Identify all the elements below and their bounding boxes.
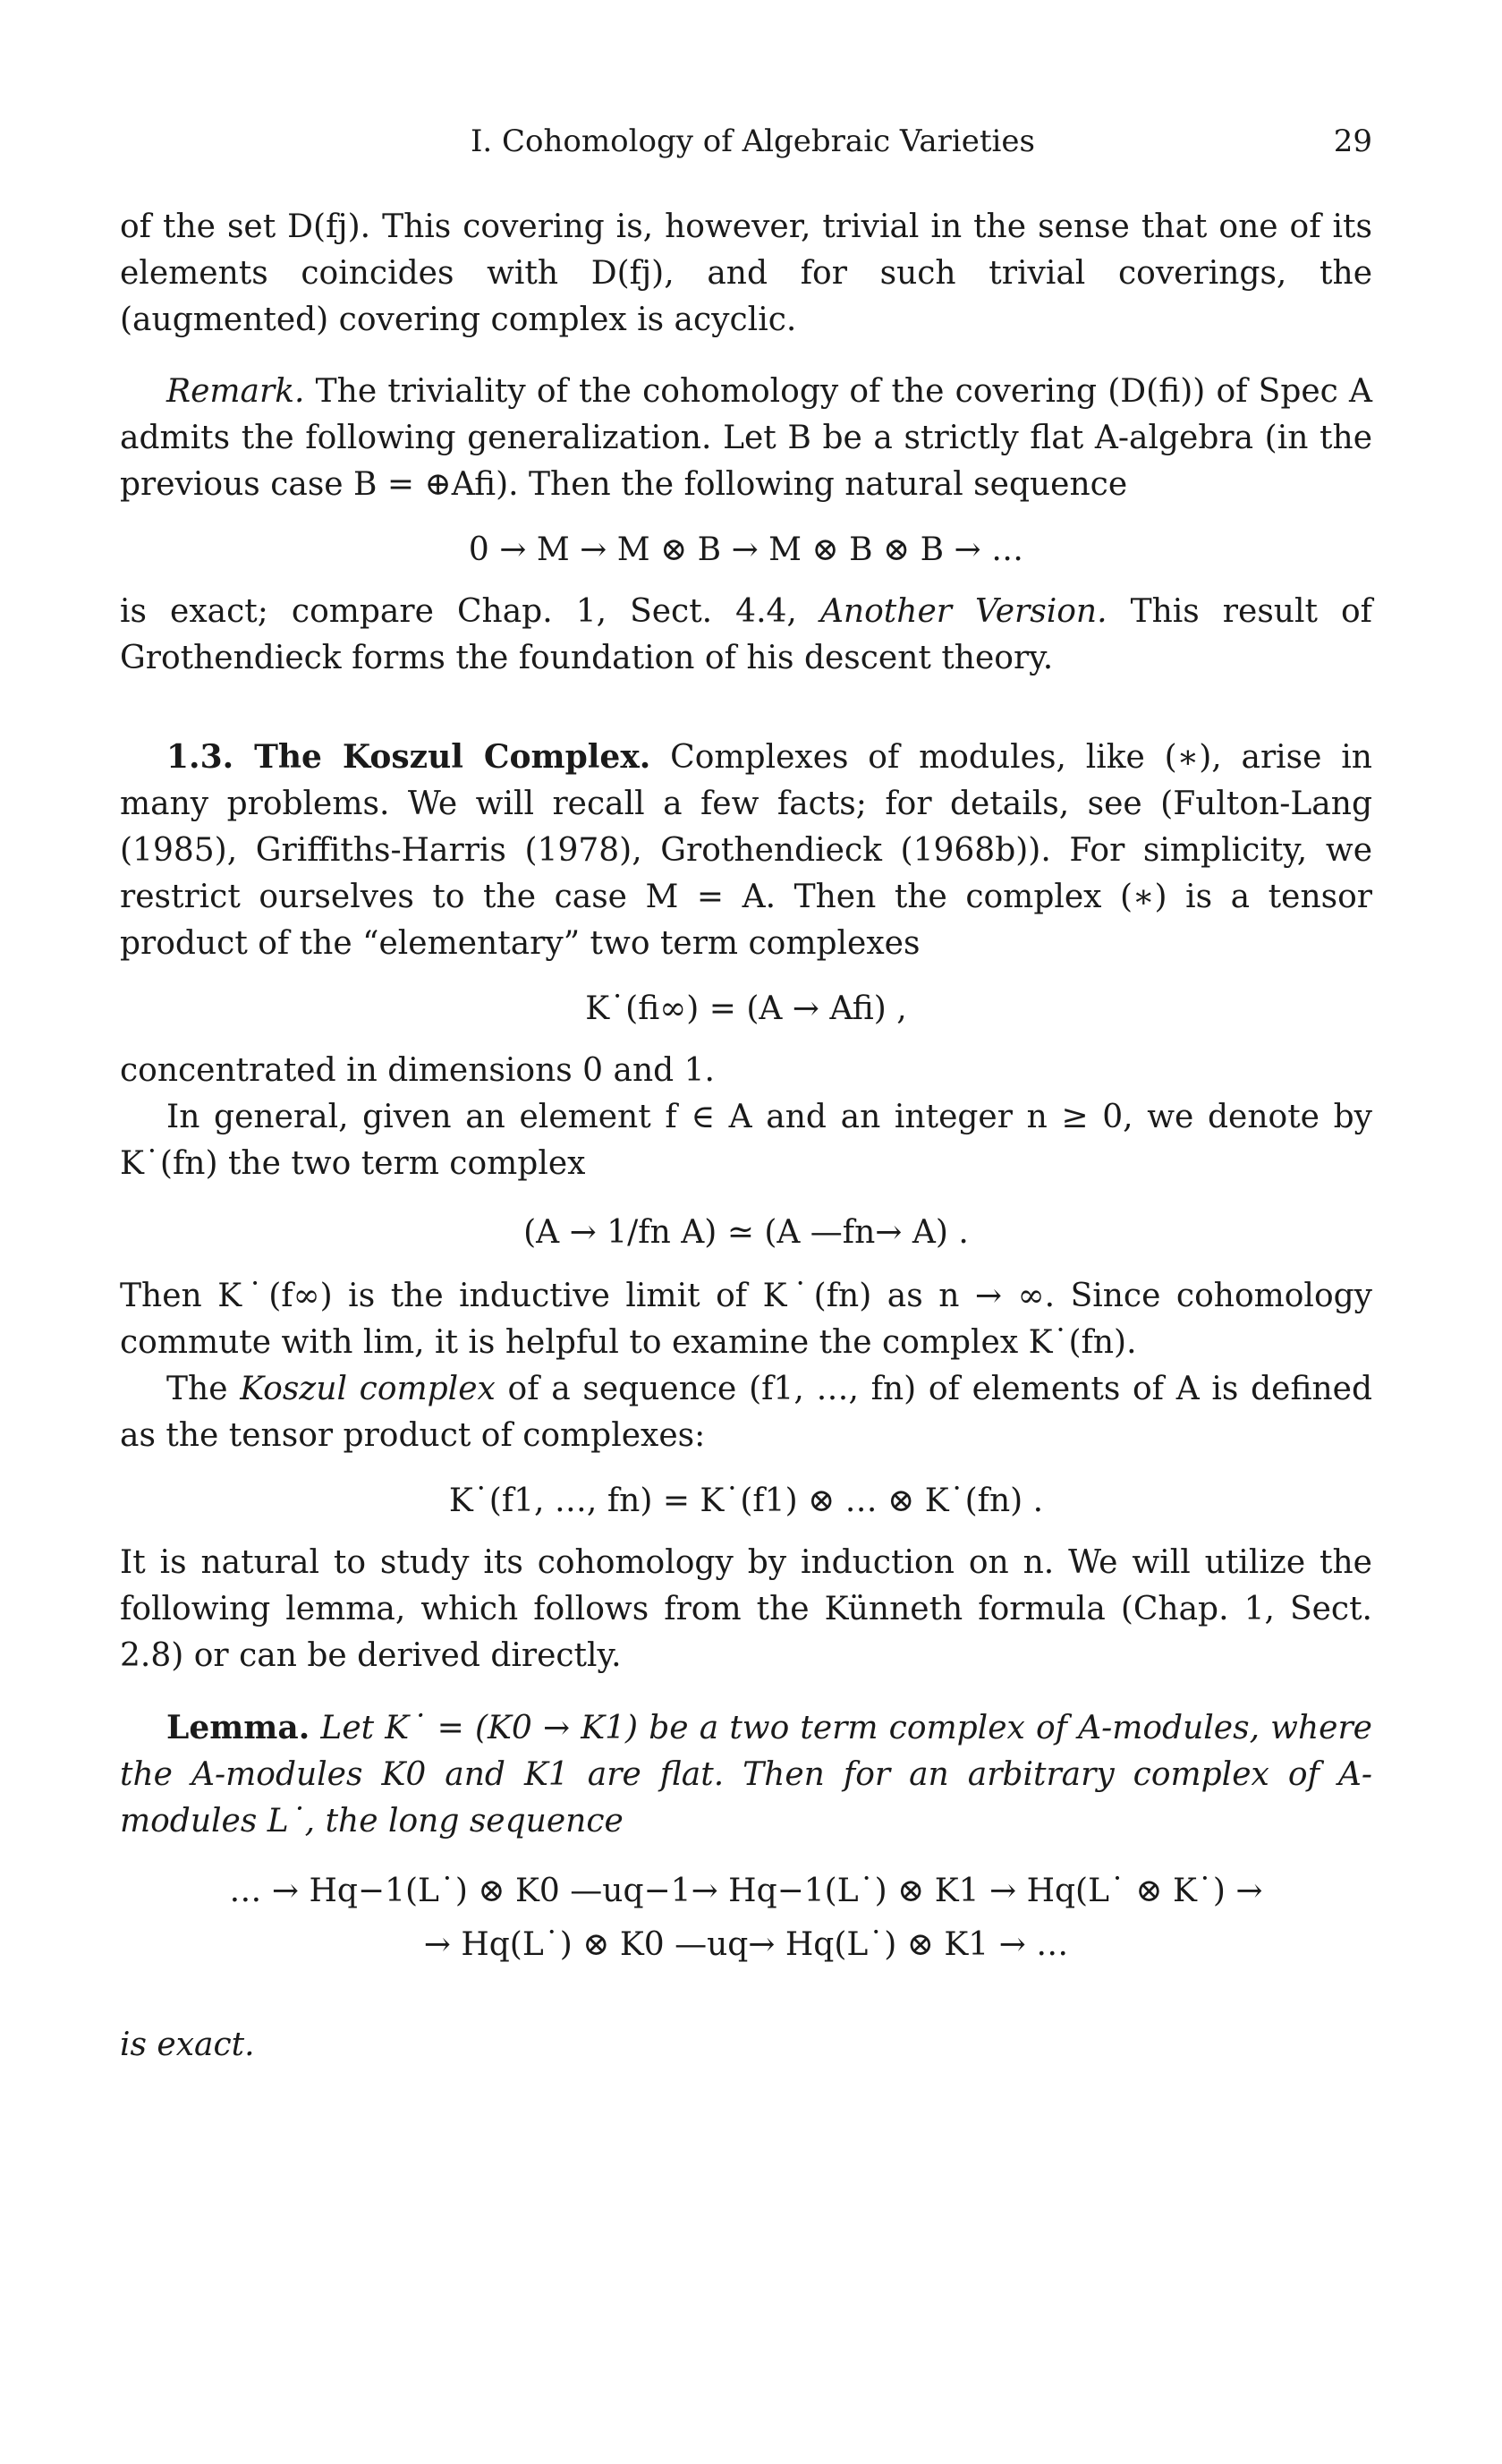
running-title: I. Cohomology of Algebraic Varieties [471,123,1035,159]
paragraph-covering: of the set D(fj). This covering is, however, trivial in the sense that one of its elements coincides with D(fj), and for such trivial coverings, the (augmented) covering complex is acyclic. [120,208,1372,338]
koszul-text-a: The [166,1371,241,1407]
sequence-line-1: … → Hq−1(L˙) ⊗ K0 —uq−1→ Hq−1(L˙) ⊗ K1 → Hq(L˙ ⊗ K˙) → [229,1873,1263,1909]
page-number: 29 [1333,123,1372,159]
formula-elementary-complex: K˙(fi∞) = (A → Afi) , [585,990,907,1027]
paragraph-concentrated: concentrated in dimensions 0 and 1. [120,1052,715,1089]
section-heading: 1.3. The Koszul Complex. [166,738,651,776]
paragraph-koszul-intro [120,734,1372,967]
body-text [120,204,1372,2069]
koszul-complex-term: Koszul complex [240,1371,496,1407]
remark-label: Remark. [166,373,305,410]
paragraph-exact [120,589,1372,682]
lemma-ending: is exact. [120,2026,255,2063]
formula-koszul-tensor: K˙(f1, …, fn) = K˙(f1) ⊗ … ⊗ K˙(fn) . [448,1483,1044,1519]
remark-text: The triviality of the cohomology of the covering (D(fi)) of Spec A admits the following generalization. Let B be a strictly flat A-algebra (in the previous case B = ⊕Afi). Then the following natural sequence [120,373,1372,503]
sequence-line-2: → Hq(L˙) ⊗ K0 —uq→ Hq(L˙) ⊗ K1 → … [423,1926,1069,1963]
formula-descent-sequence: 0 → M → M ⊗ B → M ⊗ B ⊗ B → … [468,531,1024,568]
lemma-conclusion [120,2022,1372,2069]
running-head [120,123,1372,163]
lemma-label: Lemma. [166,1709,310,1746]
paragraph-inductive-limit: Then K˙(f∞) is the inductive limit of K˙(fn) as n → ∞. Since cohomology commute with lim, it is helpful to examine the complex K˙(fn). [120,1278,1372,1361]
remark-descent-text: This result of Grothendieck forms the foundation of his descent theory. [120,593,1373,676]
formula-long-exact-sequence [120,1865,1372,1972]
paragraph-in-general: In general, given an element f ∈ A and an integer n ≥ 0, we denote by K˙(fn) the two term complex [120,1099,1372,1182]
section-intro-text: Complexes of modules, like (∗), arise in many problems. We will recall a few facts; for details, see (Fulton-Lang (1985), Griffiths-Harris (1978), Grothendieck (1968b)). For simplicity, we restrict ourselves to the case M = A. Then the complex (∗) is a tensor product of the “elementary” two term complexes [120,739,1372,962]
koszul-text-c: of a sequence (f1, …, fn) of elements of A is defined as the tensor product of complexes: [120,1371,1372,1454]
remark-exact-text: is exact; compare Chap. 1, Sect. 4.4, [120,593,820,630]
paragraph-koszul-definition [120,1366,1372,1459]
paragraph-remark [120,369,1372,508]
formula-two-term-complex: (A → 1/fn A) ≃ (A —fn→ A) . [523,1214,969,1251]
lemma-statement: Let K˙ = (K0 → K1) be a two term complex of A-modules, where the A-modules K0 and K1 are flat. Then for an arbitrary complex of A-modules L˙, the long sequence [120,1710,1372,1840]
paragraph-induction: It is natural to study its cohomology by induction on n. We will utilize the following lemma, which follows from the Künneth formula (Chap. 1, Sect. 2.8) or can be derived directly. [120,1544,1372,1674]
paragraph-lemma [120,1704,1372,1845]
another-version-ref: Another Version. [819,593,1107,630]
